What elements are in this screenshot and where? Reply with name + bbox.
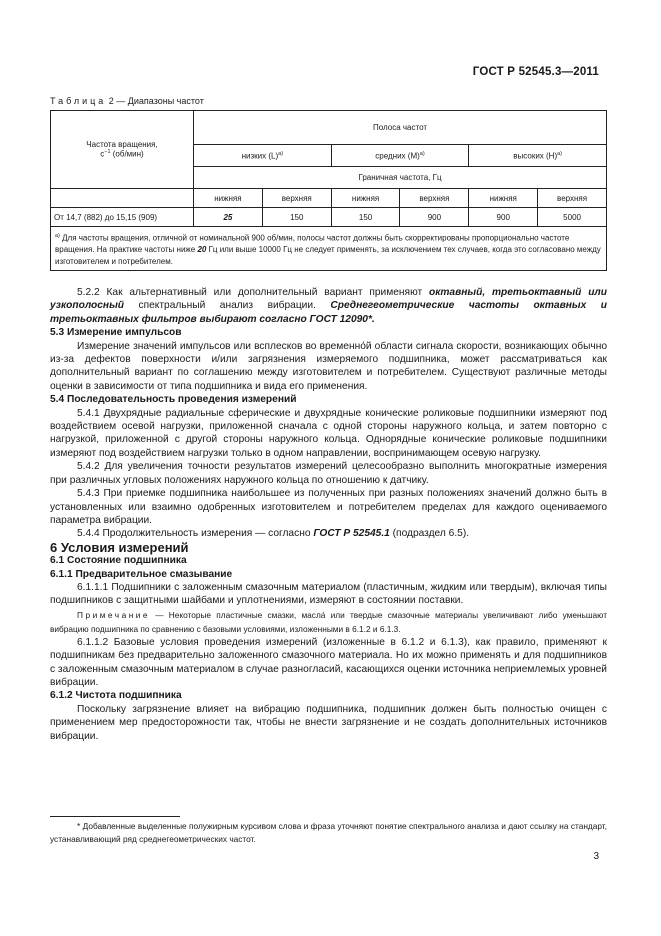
paragraph-6-1-1-2: 6.1.1.2 Базовые условия проведения измерений (изложенные в 6.1.2 и 6.1.3), как правило, применяют к подшипникам без предварительно заложенного смазочного материала. Но их можно применять и для подшипников с заложенным смазочным материалом в случае разногласий, касающихся оценки источника неприемлемых уровней вибрации. [50,636,607,688]
footnote-text: Добавленные выделенные полужирным курсивом слова и фраза уточняют понятие спектрального анализа и дают ссылку на стандарт, устанавливающий ряд среднегеометрических частот. [50,821,607,844]
band-header: Полоса частот [194,111,607,145]
table-caption-word: Таблица [50,96,107,106]
table-caption [50,96,204,106]
band-low-mark: a) [278,150,284,157]
value-cell: 900 [400,208,469,227]
heading-5-3: 5.3 Измерение импульсов [50,327,182,339]
bound-label: нижняя [194,189,263,208]
value-cell: 900 [469,208,538,227]
p522-a: 5.2.2 Как альтернативный или дополнительный вариант применяют [77,287,429,298]
band-high-mark: a) [557,150,563,157]
p544-a: 5.4.4 Продолжительность измерения — согласно [77,528,314,540]
value-cell: 5000 [538,208,607,227]
paragraph-5-4-4 [50,527,607,540]
footnote [50,820,607,846]
paragraph-6-1-2: Поскольку загрязнение влияет на вибрацию подшипника, подшипник должен быть полностью очищен с применением мер предосторожности так, чтобы не внести загрязнение и не создать дополнительных источников вибрации. [50,703,607,742]
heading-6-1-1: 6.1.1 Предварительное смазывание [50,568,233,580]
paragraph-5-2-2 [50,286,607,326]
band-mid [331,145,469,167]
heading-5-4: 5.4 Последовательность проведения измерений [50,394,297,406]
table-row [51,208,607,227]
bound-label: верхняя [400,189,469,208]
footnote-mark: * [77,821,81,831]
bound-label: нижняя [331,189,400,208]
note-bold: 20 [197,245,207,255]
row-label: От 14,7 (882) до 15,15 (909) [51,208,194,227]
rotation-header-exp: −1 [104,149,111,156]
heading-6-1-2: 6.1.2 Чистота подшипника [50,690,182,702]
rotation-header-unit: с [100,149,105,159]
note-mark: a) [55,233,60,239]
value-cell: 150 [262,208,331,227]
p544-c: (подраздел 6.5). [389,528,470,540]
bound-label: нижняя [469,189,538,208]
heading-6-1: 6.1 Состояние подшипника [50,555,187,567]
band-low-label: низких (L) [241,151,279,161]
note-text: — Некоторые пластичные смазки, масла́ или твердые смазочные материалы увеличивают либо уменьшают вибрацию подшипника по сравнению с базовыми условиями, изложенными в 6.1.2 и 6.1.3. [50,609,607,634]
note-6-1-1-1 [50,608,607,636]
heading-6: 6 Условия измерений [50,539,189,555]
note-text-a: Для частоты вращения, отличной от номинальной 900 об/мин, полосы частот должны быть скорректированы пропорционально частоте вращения. На практике частоты ниже [55,233,570,255]
bound-label: верхняя [538,189,607,208]
band-high [469,145,607,167]
frequency-ranges-table [50,110,607,271]
boundary-header: Граничная частота, Гц [194,167,607,189]
band-mid-mark: a) [419,150,425,157]
bound-label: верхняя [262,189,331,208]
document-code-header: ГОСТ Р 52545.3—2011 [472,66,599,78]
value-cell [194,208,263,227]
table-note [51,227,607,271]
paragraph-5-4-2: 5.4.2 Для увеличения точности результатов измерений целесообразно выполнить многократные измерения при различных угловых положениях наружного кольца по отношению к датчику. [50,461,607,486]
paragraph-5-4-1: 5.4.1 Двухрядные радиальные сферические и двухрядные конические роликовые подшипники измеряют под воздействием осевой нагрузки, приложенной сначала с одной стороны наружного кольца, и затем повторно с нагрузкой, приложенной с другой стороны наружного кольца. Однорядные конические роликовые подшипники измеряют под воздействием нагрузки только в одном направлении, воспринимающем осевую нагрузку. [50,407,607,459]
value-cell: 150 [331,208,400,227]
note-text-b: Гц или выше 10000 Гц не следует применять, за исключением тех случаев, когда это согласовано между изготовителем и потребителем. [55,245,601,266]
paragraph-6-1-1-1: 6.1.1.1 Подшипники с заложенным смазочным материалом (пластичным, жидким или твердым), включая типы подшипников с защитными шайбами и уплотнениями, измеряют в состоянии поставки. [50,581,607,607]
body-text [50,286,607,743]
rotation-header-rpm: (об/мин) [110,149,144,159]
page-number: 3 [593,851,599,862]
value-low-lower: 25 [223,212,233,222]
rotation-frequency-header [51,111,194,189]
p522-c: спектральный анализ вибрации. [124,300,331,312]
footnote-separator [50,816,180,817]
note-word: Примечание [77,609,151,620]
band-low [194,145,332,167]
empty-cell [51,189,194,208]
p522-d: Среднегеометрические частоты октавных и третьоктавных фильтров выбирают согласно ГОСТ 12090*. [50,300,607,325]
band-mid-label: средних (M) [375,151,420,161]
paragraph-5-3: Измерение значений импульсов или всплесков во временно́й области сигнала скорости, возникающих обычно из-за дефектов поверхности и/или загрязнения измеряемого подшипника, может рассматриваться как дополнительный вариант по соглашению между изготовителем и потребителем. Существуют различные методы оценки в зависимости от типа подшипника и вида его применения. [50,340,607,392]
band-high-label: высоких (H) [513,151,558,161]
rotation-header-line1: Частота вращения, [86,140,158,150]
paragraph-5-4-3: 5.4.3 При приемке подшипника наибольшее из полученных при разных положениях значений должно быть в установленных или взаимно одобренных изготовителем и потребителем пределах для каждого оцениваемого параметра вибрации. [50,488,607,526]
p522-b: октавный, третьоктавный или узкополосный [50,287,607,312]
p544-b: ГОСТ Р 52545.1 [313,528,390,540]
table-caption-title: 2 — Диапазоны частот [106,96,204,106]
